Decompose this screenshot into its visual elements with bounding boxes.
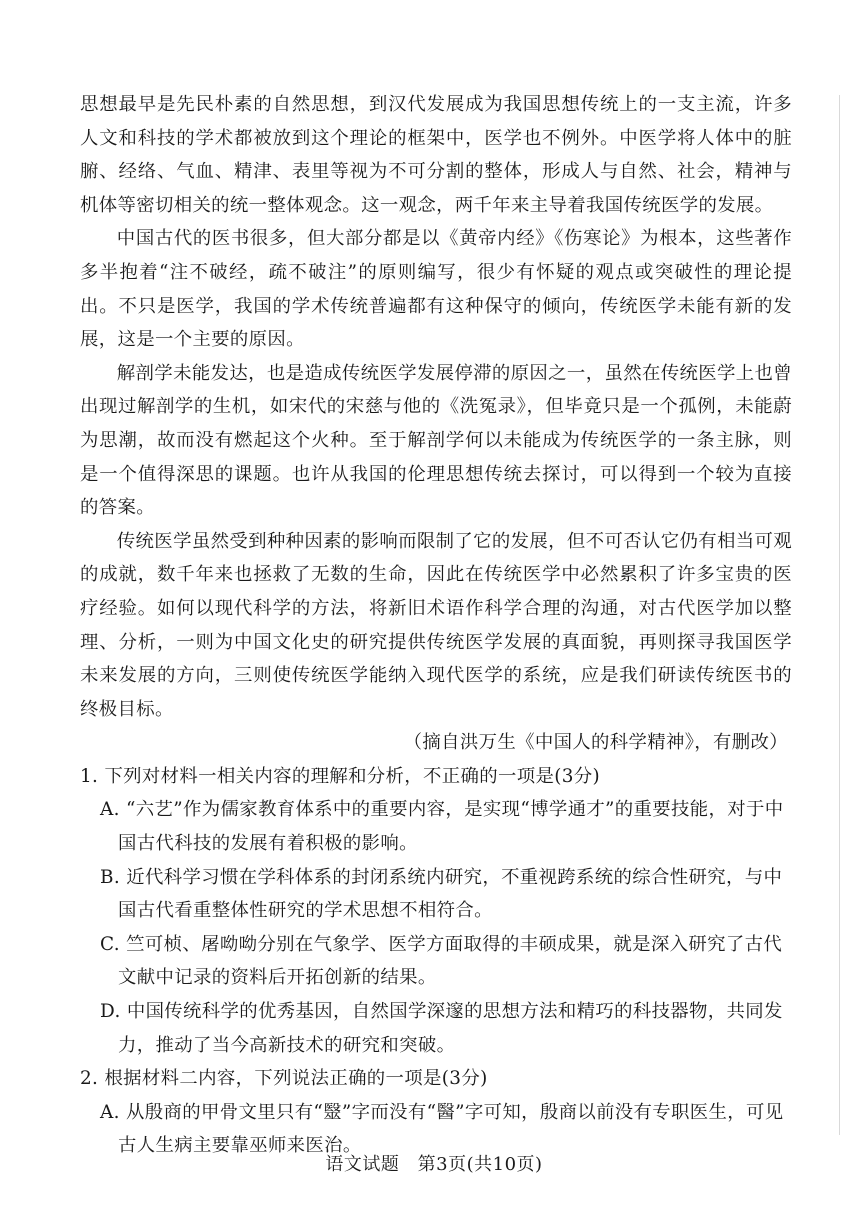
page-edge-rule bbox=[839, 95, 840, 1135]
passage-paragraph-3: 解剖学未能发达，也是造成传统医学发展停滞的原因之一，虽然在传统医学上也曾出现过解剖学的生机，如宋代的宋慈与他的《洗冤录》，但毕竟只是一个孤例，未能蔚为思潮，故而没有燃起这个火种。至于解剖学何以未能成为传统医学的一条主脉，则是一个值得深思的课题。也许从我国的伦理思想传统去探讨，可以得到一个较为直接的答案。 bbox=[80, 362, 792, 519]
passage-paragraph-4: 传统医学虽然受到种种因素的影响而限制了它的发展，但不可否认它仍有相当可观的成就，数千年来也拯救了无数的生命，因此在传统医学中必然累积了许多宝贵的医疗经验。如何以现代科学的方法，将新旧术语作科学合理的沟通，对古代医学加以整理、分析，一则为中国文化史的研究提供传统医学发展的真面貌，再则探寻我国医学未来发展的方向，三则使传统医学能纳入现代医学的系统，应是我们研读传统医书的终极目标。 bbox=[80, 530, 792, 720]
footer-page-number: 第3页(共10页) bbox=[417, 1154, 543, 1175]
footer-subject: 语文试题 bbox=[325, 1154, 400, 1175]
option-text: B. 近代科学习惯在学科体系的封闭系统内研究，不重视跨系统的综合性研究，与中国古代看重整体性研究的学术思想不相符合。 bbox=[100, 866, 783, 922]
passage-source: （摘自洪万生《中国人的科学精神》，有删改） bbox=[403, 732, 788, 754]
question-2 bbox=[80, 1062, 792, 1163]
option-text: A. “六艺”作为儒家教育体系中的重要内容，是实现“博学通才”的重要技能，对于中国古代科技的发展有着积极的影响。 bbox=[100, 799, 784, 855]
option-c bbox=[80, 928, 792, 995]
question-stem: 1. 下列对材料一相关内容的理解和分析，不正确的一项是(3分) bbox=[80, 765, 601, 787]
option-text: D. 中国传统科学的优秀基因，自然国学深邃的思想方法和精巧的科技器物，共同发力，推动了当今高新技术的研究和突破。 bbox=[100, 1001, 783, 1056]
option-text: A. 从殷商的甲骨文里只有“毉”字而没有“醫”字可知，殷商以前没有专职医生，可见古人生病主要靠巫师来医治。 bbox=[100, 1101, 784, 1157]
option-b bbox=[80, 861, 792, 928]
question-stem: 2. 根据材料二内容，下列说法正确的一项是(3分) bbox=[80, 1068, 488, 1090]
option-a bbox=[80, 793, 792, 860]
exam-page-body bbox=[80, 88, 792, 1163]
page-footer bbox=[0, 1150, 868, 1176]
question-1 bbox=[80, 760, 792, 1062]
passage-paragraph-1: 思想最早是先民朴素的自然思想，到汉代发展成为我国思想传统上的一支主流，许多人文和科技的学术都被放到这个理论的框架中，医学也不例外。中医学将人体中的脏腑、经络、气血、精津、表里等视为不可分割的整体，形成人与自然、社会，精神与机体等密切相关的统一整体观念。这一观念，两千年来主导着我国传统医学的发展。 bbox=[80, 94, 792, 216]
option-text: C. 竺可桢、屠呦呦分别在气象学、医学方面取得的丰硕成果，就是深入研究了古代文献中记录的资料后开拓创新的结果。 bbox=[100, 933, 783, 989]
passage-paragraph-2: 中国古代的医书很多，但大部分都是以《黄帝内经》《伤寒论》为根本，这些著作多半抱着“注不破经，疏不破注”的原则编写，很少有怀疑的观点或突破性的理论提出。不只是医学，我国的学术传统普遍都有这种保守的倾向，传统医学未能有新的发展，这是一个主要的原因。 bbox=[80, 228, 792, 351]
option-d bbox=[80, 995, 792, 1062]
